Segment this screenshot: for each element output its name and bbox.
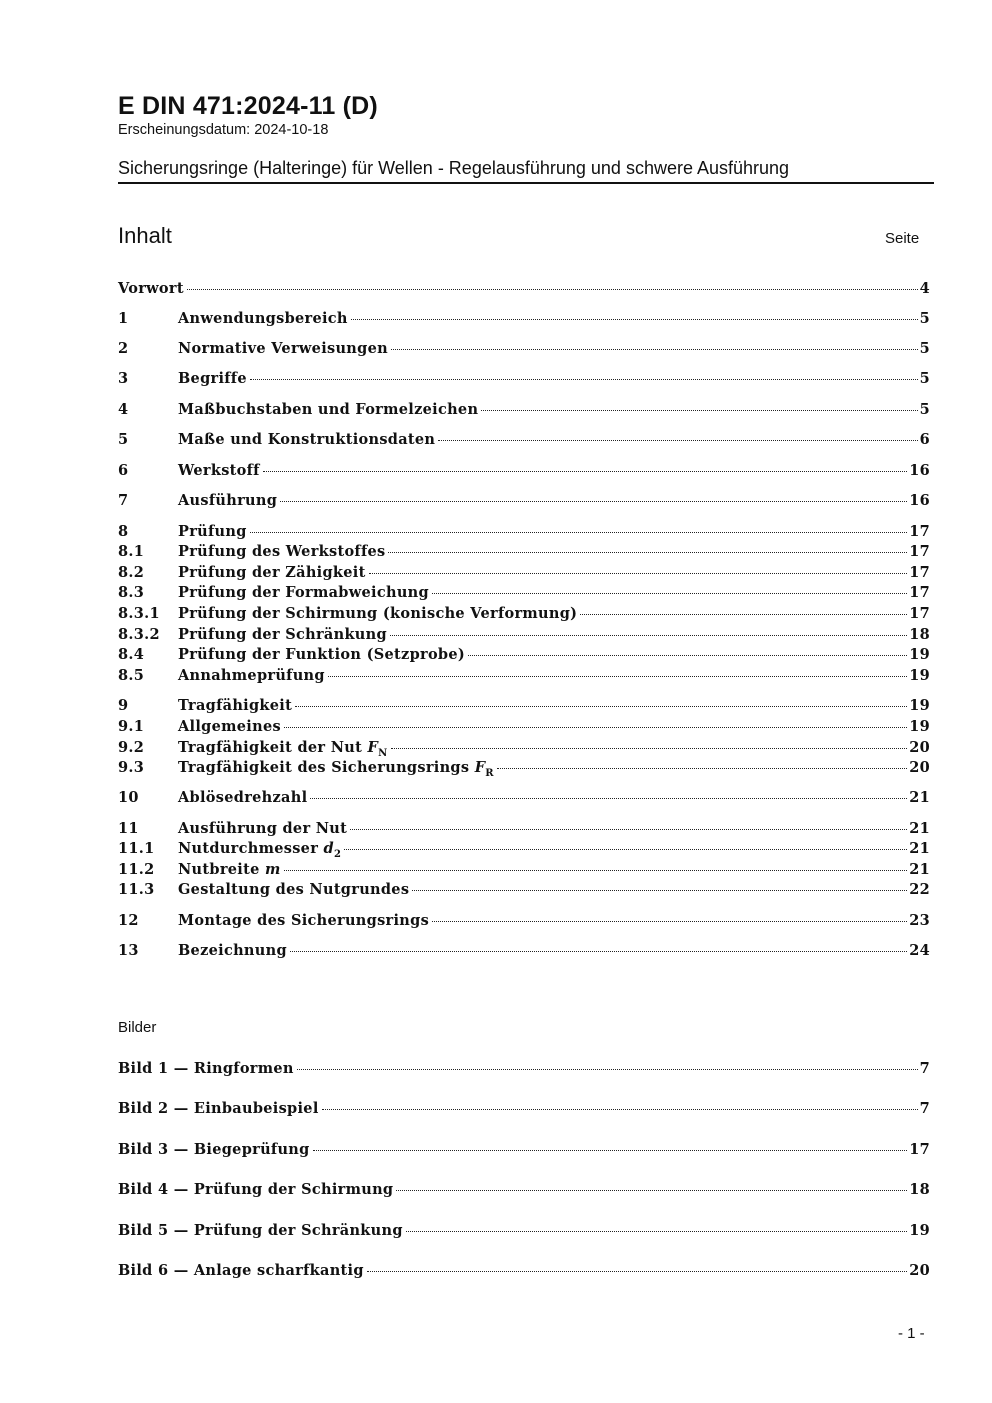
dot-leader <box>250 532 908 533</box>
toc-entry-number: 9.3 <box>118 759 145 776</box>
toc-entry-number: 8.4 <box>118 646 145 663</box>
toc-entry-symbol: F <box>474 759 486 776</box>
dot-leader <box>396 1190 907 1191</box>
dot-leader <box>580 614 907 615</box>
figure-entry-title: Bild 2 — Einbaubeispiel <box>118 1100 319 1117</box>
toc-entry[interactable] <box>118 697 930 717</box>
toc-entry-title <box>178 605 577 622</box>
dot-leader <box>328 676 907 677</box>
toc-entry-title <box>178 881 409 898</box>
toc-entry[interactable] <box>118 310 930 330</box>
toc-entry-page: 18 <box>909 626 930 643</box>
toc-entry[interactable] <box>118 881 930 901</box>
toc-entry[interactable] <box>118 739 930 759</box>
toc-entry-number: 8.3.1 <box>118 605 160 622</box>
toc-entry-number: 8.2 <box>118 564 145 581</box>
toc-entry-title <box>178 492 277 509</box>
toc-entry[interactable] <box>118 820 930 840</box>
figure-entry-page: 7 <box>919 1100 930 1117</box>
dot-leader <box>406 1231 907 1232</box>
toc-entry-number: 1 <box>118 310 129 327</box>
dot-leader <box>290 951 907 952</box>
toc-entry-title <box>178 759 494 779</box>
toc-entry-symbol-subscript: N <box>378 747 388 759</box>
toc-entry-number: 5 <box>118 431 129 448</box>
dot-leader <box>322 1109 918 1110</box>
figure-entry[interactable] <box>118 1181 930 1201</box>
dot-leader <box>297 1069 918 1070</box>
dot-leader <box>284 727 907 728</box>
toc-entry-page: 4 <box>919 280 930 297</box>
toc-entry-title-text: Ablösedrehzahl <box>178 789 308 806</box>
toc-entry[interactable] <box>118 942 930 962</box>
toc-entry-title <box>178 462 260 479</box>
toc-entry-number: 11 <box>118 820 139 837</box>
dot-leader <box>250 379 918 380</box>
dot-leader <box>497 768 907 769</box>
toc-entry-title-text: Prüfung der Schränkung <box>178 626 387 643</box>
toc-entry-title-text: Tragfähigkeit der Nut <box>178 739 363 756</box>
toc-entry-title-text: Prüfung der Schirmung (konische Verformung) <box>178 605 578 622</box>
toc-entry[interactable] <box>118 543 930 563</box>
toc-entry-title-text: Montage des Sicherungsrings <box>178 912 430 929</box>
dot-leader <box>390 635 907 636</box>
toc-entry-title-text: Anwendungsbereich <box>178 310 348 327</box>
toc-entry-title <box>178 942 287 959</box>
toc-entry-title <box>178 820 347 837</box>
toc-entry-page: 20 <box>909 759 930 776</box>
toc-entry-title-text: Ausführung der Nut <box>178 820 348 837</box>
dot-leader <box>468 655 907 656</box>
dot-leader <box>388 552 907 553</box>
toc-entry-page: 20 <box>909 739 930 756</box>
toc-entry[interactable] <box>118 370 930 390</box>
toc-entry-page: 16 <box>909 462 930 479</box>
dot-leader <box>432 593 907 594</box>
toc-entry-number: 11.1 <box>118 840 155 857</box>
toc-entry-number: 8.5 <box>118 667 145 684</box>
toc-entry-page: 22 <box>909 881 930 898</box>
toc-entry-number: 8.3.2 <box>118 626 160 643</box>
toc-entry-page: 19 <box>909 697 930 714</box>
toc-entry-title <box>178 626 387 643</box>
toc-entry-title-text: Begriffe <box>178 370 247 387</box>
toc-entry-number: 13 <box>118 942 139 959</box>
toc-entry[interactable] <box>118 605 930 625</box>
figure-entry[interactable] <box>118 1141 930 1161</box>
toc-entry[interactable] <box>118 646 930 666</box>
toc-entry-page: 19 <box>909 646 930 663</box>
toc-entry-title-text: Prüfung der Zähigkeit <box>178 564 366 581</box>
toc-entry-number: 9.1 <box>118 718 145 735</box>
toc-entry[interactable] <box>118 280 930 300</box>
toc-entry-page: 6 <box>919 431 930 448</box>
figure-entry[interactable] <box>118 1262 930 1282</box>
figure-entry[interactable] <box>118 1100 930 1120</box>
toc-entry-title <box>178 431 435 448</box>
toc-entry-title <box>178 523 247 540</box>
toc-entry-page: 19 <box>909 667 930 684</box>
figure-entry-title: Bild 6 — Anlage scharfkantig <box>118 1262 364 1279</box>
toc-entry[interactable] <box>118 840 930 860</box>
toc-entry-number: 4 <box>118 401 129 418</box>
toc-entry[interactable] <box>118 492 930 512</box>
toc-entry[interactable] <box>118 718 930 738</box>
toc-entry-page: 5 <box>919 401 930 418</box>
toc-entry-page: 17 <box>909 523 930 540</box>
toc-entry-title-text: Normative Verweisungen <box>178 340 388 357</box>
toc-entry-title <box>178 697 292 714</box>
toc-entry-page: 21 <box>909 789 930 806</box>
dot-leader <box>280 501 907 502</box>
dot-leader <box>412 890 907 891</box>
toc-entry[interactable] <box>118 523 930 543</box>
toc-entry-page: 17 <box>909 564 930 581</box>
dot-leader <box>344 849 907 850</box>
toc-entry-title-text: Tragfähigkeit <box>178 697 293 714</box>
toc-entry-page: 17 <box>909 543 930 560</box>
dot-leader <box>350 829 907 830</box>
dot-leader <box>310 798 907 799</box>
toc-entry-number: 9 <box>118 697 129 714</box>
toc-entry-number: 10 <box>118 789 139 806</box>
toc-entry-title <box>178 584 429 601</box>
toc-entry-title <box>178 564 366 581</box>
toc-entry-number: 9.2 <box>118 739 145 756</box>
toc-entry-page: 21 <box>909 840 930 857</box>
toc-entry[interactable] <box>118 431 930 451</box>
toc-entry-title <box>178 401 478 418</box>
toc-entry-title-text: Maße und Konstruktionsdaten <box>178 431 436 448</box>
toc-entry[interactable] <box>118 912 930 932</box>
dot-leader <box>391 748 908 749</box>
toc-entry-number: 3 <box>118 370 129 387</box>
toc-entry-title-text: Prüfung <box>178 523 247 540</box>
publication-date: Erscheinungsdatum: 2024-10-18 <box>118 122 329 138</box>
toc-entry[interactable] <box>118 340 930 360</box>
toc-entry-number: 12 <box>118 912 139 929</box>
toc-heading: Inhalt <box>118 223 172 248</box>
toc-entry-title-text: Prüfung der Funktion (Setzprobe) <box>178 646 466 663</box>
toc-entry-symbol: F <box>367 739 379 756</box>
toc-entry-page: 23 <box>909 912 930 929</box>
toc-entry-title-text: Bezeichnung <box>178 942 287 959</box>
toc-entry[interactable] <box>118 564 930 584</box>
dot-leader <box>438 440 917 441</box>
dot-leader <box>367 1271 907 1272</box>
toc-entry-title <box>178 861 281 878</box>
figure-entry-page: 18 <box>909 1181 930 1198</box>
toc-entry-number: 2 <box>118 340 129 357</box>
toc-entry[interactable] <box>118 759 930 779</box>
page-column-label: Seite <box>885 230 920 247</box>
toc-entry-page: 19 <box>909 718 930 735</box>
toc-entry-title-text: Allgemeines <box>178 718 281 735</box>
dot-leader <box>284 870 908 871</box>
dot-leader <box>391 349 918 350</box>
toc-entry-title-text: Tragfähigkeit des Sicherungsrings <box>178 759 470 776</box>
dot-leader <box>187 289 918 290</box>
figure-entry[interactable] <box>118 1222 930 1242</box>
toc-entry-page: 21 <box>909 861 930 878</box>
dot-leader <box>481 410 917 411</box>
toc-entry-title <box>178 840 342 860</box>
toc-entry-symbol: d <box>323 840 334 857</box>
document-title: Sicherungsringe (Halteringe) für Wellen - Regelausführung und schwere Ausführung <box>118 158 934 184</box>
dot-leader <box>313 1150 908 1151</box>
toc-entry-title-text: Maßbuchstaben und Formelzeichen <box>178 401 479 418</box>
toc-entry-title <box>178 789 307 806</box>
toc-entry-title <box>178 340 388 357</box>
toc-entry-title <box>178 739 388 759</box>
toc-entry-page: 16 <box>909 492 930 509</box>
toc-entry-title-text: Ausführung <box>178 492 278 509</box>
toc-entry-symbol: m <box>265 861 281 878</box>
dot-leader <box>263 471 907 472</box>
toc-entry-page: 17 <box>909 584 930 601</box>
figure-entry-title: Bild 3 — Biegeprüfung <box>118 1141 310 1158</box>
document-id: E DIN 471:2024-11 (D) <box>118 92 378 120</box>
dot-leader <box>295 706 907 707</box>
toc-entry-title-text: Nutdurchmesser <box>178 840 319 857</box>
toc-entry-title <box>178 646 465 663</box>
figure-entry-page: 17 <box>909 1141 930 1158</box>
dot-leader <box>351 319 918 320</box>
toc-entry-symbol-subscript: R <box>485 767 494 779</box>
toc-entry-number: 11.3 <box>118 881 155 898</box>
toc-entry-title <box>178 667 325 684</box>
toc-entry-title <box>178 912 429 929</box>
toc-entry-number: 8 <box>118 523 129 540</box>
toc-entry-number: 7 <box>118 492 129 509</box>
toc-entry-number: 8.1 <box>118 543 145 560</box>
toc-entry[interactable] <box>118 401 930 421</box>
toc-entry-title <box>178 543 385 560</box>
toc-entry-title-text: Prüfung des Werkstoffes <box>178 543 386 560</box>
figure-entry-title: Bild 5 — Prüfung der Schränkung <box>118 1222 403 1239</box>
toc-entry-title-text: Nutbreite <box>178 861 260 878</box>
toc-entry-number: 8.3 <box>118 584 145 601</box>
toc-entry-title <box>178 370 247 387</box>
toc-entry-page: 24 <box>909 942 930 959</box>
toc-entry-title <box>178 310 348 327</box>
figure-entry-page: 7 <box>919 1060 930 1077</box>
toc-entry-page: 5 <box>919 340 930 357</box>
figure-entry-title: Bild 1 — Ringformen <box>118 1060 294 1077</box>
toc-entry[interactable] <box>118 462 930 482</box>
toc-entry-title-text: Prüfung der Formabweichung <box>178 584 429 601</box>
toc-entry-page: 21 <box>909 820 930 837</box>
toc-entry[interactable] <box>118 626 930 646</box>
toc-entry[interactable] <box>118 861 930 881</box>
figures-heading: Bilder <box>118 1019 157 1036</box>
toc-entry[interactable] <box>118 789 930 809</box>
toc-entry-page: 5 <box>919 310 930 327</box>
toc-entry-page: 17 <box>909 605 930 622</box>
figure-entry[interactable] <box>118 1060 930 1080</box>
dot-leader <box>369 573 908 574</box>
toc-entry-title-text: Vorwort <box>118 280 184 297</box>
toc-entry-number: 11.2 <box>118 861 155 878</box>
dot-leader <box>432 921 907 922</box>
figure-entry-title: Bild 4 — Prüfung der Schirmung <box>118 1181 394 1198</box>
toc-entry-title-text: Annahmeprüfung <box>178 667 325 684</box>
toc-entry-number: 6 <box>118 462 129 479</box>
figure-entry-page: 19 <box>909 1222 930 1239</box>
page-number: - 1 - <box>898 1325 925 1342</box>
toc-entry[interactable] <box>118 667 930 687</box>
toc-entry-title <box>178 718 281 735</box>
toc-entry-title-text: Werkstoff <box>178 462 260 479</box>
toc-entry-title-text: Gestaltung des Nutgrundes <box>178 881 410 898</box>
toc-entry[interactable] <box>118 584 930 604</box>
toc-entry-symbol-subscript: 2 <box>333 848 342 860</box>
toc-entry-page: 5 <box>919 370 930 387</box>
toc-entry-title <box>118 280 184 297</box>
figure-entry-page: 20 <box>909 1262 930 1279</box>
